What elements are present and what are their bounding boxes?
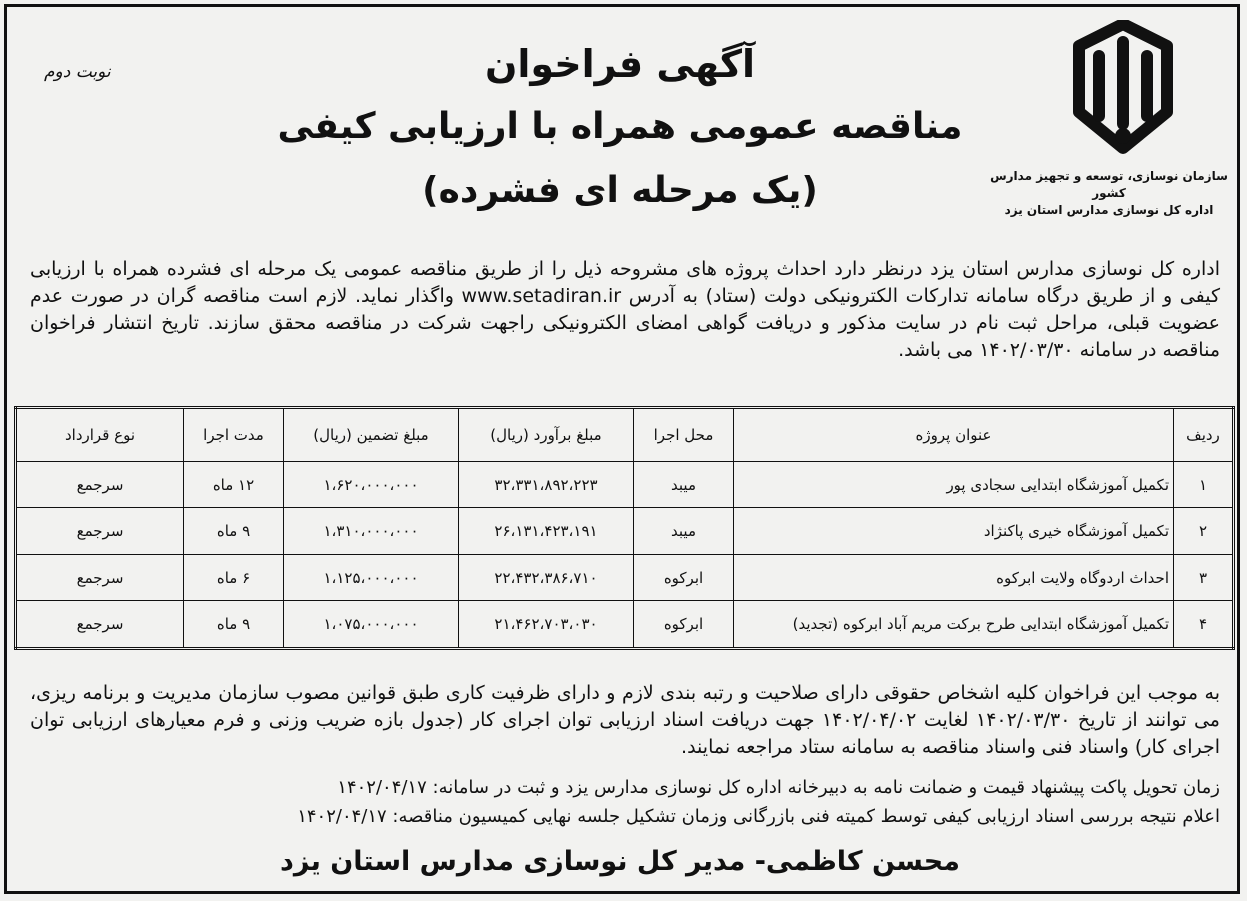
header-location: محل اجرا <box>634 408 734 462</box>
header-estimate: مبلغ برآورد (ریال) <box>459 408 634 462</box>
cell-project-title: تکمیل آموزشگاه ابتدایی طرح برکت مریم آباد ابرکوه (تجدید) <box>734 601 1174 649</box>
intro-paragraph: اداره کل نوسازی مدارس استان یزد درنظر دارد احداث پروژه های مشروحه ذیل را از طریق مناقصه عمومی یک مرحله ای فشرده همراه با ارزیابی کیفی و از طریق درگاه سامانه تدارکات الکترونیکی دولت (ستاد) به آدرس www.setadiran.ir واگذار نماید. لازم است مناقصه گران در صورت عدم عضویت قبلی، مراحل ثبت نام در سایت مذکور و دریافت گواهی امضای الکترونیکی راجهت شرکت در مناقصه محقق سازند. تاریخ انتشار فراخوان مناقصه در سامانه ۱۴۰۲/۰۳/۳۰ می باشد. <box>30 258 1221 361</box>
cell-row-number: ۲ <box>1174 508 1234 554</box>
title-line-3: (یک مرحله ای فشرده) <box>422 170 818 211</box>
announcement-line: اعلام نتیجه بررسی اسناد ارزیابی کیفی توسط کمیته فنی بازرگانی وزمان تشکیل جلسه نهایی کمیسیون مناقصه: ۱۴۰۲/۰۴/۱۷ <box>297 806 1220 827</box>
cell-project-title: تکمیل آموزشگاه ابتدایی سجادی پور <box>734 462 1174 508</box>
organization-line-2: اداره کل نوسازی مدارس استان یزد <box>1004 203 1214 217</box>
cell-estimate: ۲۲،۴۳۲،۳۸۶،۷۱۰ <box>459 554 634 600</box>
cell-duration: ۹ ماه <box>184 601 284 649</box>
table-row <box>16 462 1234 508</box>
title-line-1: آگهی فراخوان <box>484 42 756 86</box>
header-project-title: عنوان پروژه <box>734 408 1174 462</box>
cell-duration: ۹ ماه <box>184 508 284 554</box>
cell-guarantee: ۱،۱۲۵،۰۰۰،۰۰۰ <box>284 554 459 600</box>
cell-guarantee: ۱،۰۷۵،۰۰۰،۰۰۰ <box>284 601 459 649</box>
cell-duration: ۱۲ ماه <box>184 462 284 508</box>
cell-row-number: ۱ <box>1174 462 1234 508</box>
delivery-line: زمان تحویل پاکت پیشنهاد قیمت و ضمانت نامه به دبیرخانه اداره کل نوسازی مدارس یزد و ثبت در سامانه: ۱۴۰۲/۰۴/۱۷ <box>337 777 1220 798</box>
cell-location: میبد <box>634 508 734 554</box>
header-duration: مدت اجرا <box>184 408 284 462</box>
organization-logo <box>1059 20 1187 160</box>
title-line-2: مناقصه عمومی همراه با ارزیابی کیفی <box>277 106 963 147</box>
edition-label: نوبت دوم <box>44 62 111 82</box>
body-paragraph: به موجب این فراخوان کلیه اشخاص حقوقی دارای صلاحیت و رتبه بندی لازم و دارای ظرفیت کاری طبق قوانین مصوب سازمان مدیریت و برنامه ریزی، می توانند از تاریخ ۱۴۰۲/۰۳/۳۰ لغایت ۱۴۰۲/۰۴/۰۲ جهت دریافت اسناد ارزیابی توان اجرای کار (جدول بازه ضریب وزنی و فرم معیارهای ارزیابی توان اجرای کار) واسناد فنی واسناد مناقصه به سامانه ستاد مراجعه نمایند. <box>30 682 1220 758</box>
table-row <box>16 554 1234 600</box>
cell-estimate: ۲۶،۱۳۱،۴۲۳،۱۹۱ <box>459 508 634 554</box>
cell-contract-type: سرجمع <box>16 508 184 554</box>
projects-table <box>14 406 1235 650</box>
header-guarantee: مبلغ تضمین (ریال) <box>284 408 459 462</box>
table-row <box>16 601 1234 649</box>
cell-project-title: احداث اردوگاه ولایت ابرکوه <box>734 554 1174 600</box>
cell-estimate: ۲۱،۴۶۲،۷۰۳،۰۳۰ <box>459 601 634 649</box>
header-row-number: ردیف <box>1174 408 1234 462</box>
signature: محسن کاظمی- مدیر کل نوسازی مدارس استان یزد <box>280 846 960 877</box>
cell-project-title: تکمیل آموزشگاه خیری پاکنژاد <box>734 508 1174 554</box>
cell-estimate: ۳۲،۳۳۱،۸۹۲،۲۲۳ <box>459 462 634 508</box>
cell-row-number: ۳ <box>1174 554 1234 600</box>
cell-contract-type: سرجمع <box>16 554 184 600</box>
cell-row-number: ۴ <box>1174 601 1234 649</box>
organization-line-1: سازمان نوسازی، توسعه و تجهیز مدارس کشور <box>990 169 1228 200</box>
header-contract-type: نوع قرارداد <box>16 408 184 462</box>
organization-name <box>989 168 1229 219</box>
cell-location: میبد <box>634 462 734 508</box>
cell-duration: ۶ ماه <box>184 554 284 600</box>
cell-contract-type: سرجمع <box>16 462 184 508</box>
cell-guarantee: ۱،۶۲۰،۰۰۰،۰۰۰ <box>284 462 459 508</box>
table-header-row <box>16 408 1234 462</box>
cell-guarantee: ۱،۳۱۰،۰۰۰،۰۰۰ <box>284 508 459 554</box>
cell-contract-type: سرجمع <box>16 601 184 649</box>
cell-location: ابرکوه <box>634 601 734 649</box>
table-row <box>16 508 1234 554</box>
dates-block <box>30 773 1220 831</box>
cell-location: ابرکوه <box>634 554 734 600</box>
